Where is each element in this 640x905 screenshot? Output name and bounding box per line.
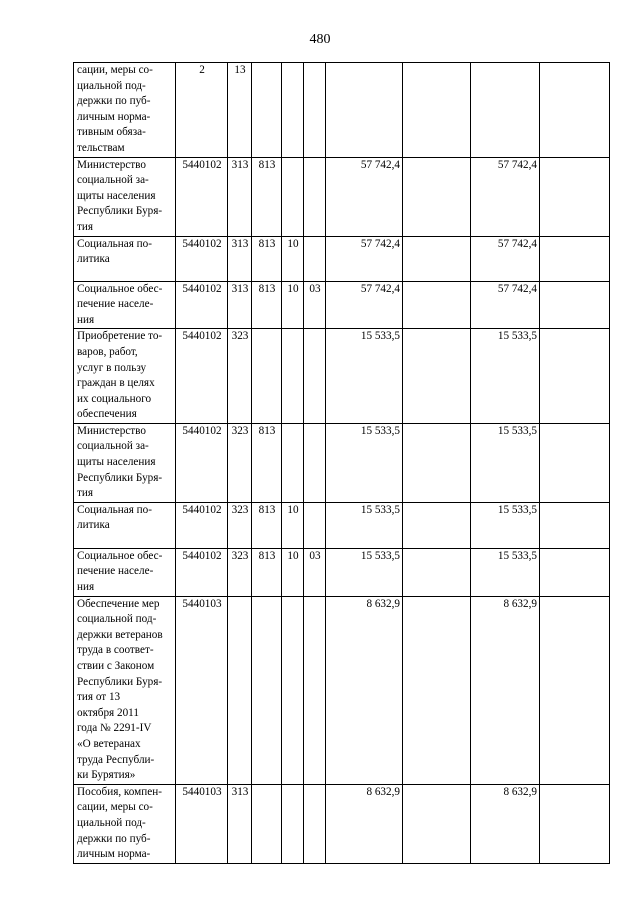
- row-code: 5440102: [176, 548, 228, 596]
- row-empty-cell: [403, 502, 471, 548]
- row-amount-2: 8 632,9: [471, 784, 540, 863]
- table-row: [74, 423, 610, 502]
- row-name: сации, меры со- циальной под- держки по пуб- личным норма- тивным обяза- тельствам: [74, 63, 176, 158]
- row-empty-cell: [403, 281, 471, 329]
- row-amount-2: 15 533,5: [471, 502, 540, 548]
- row-amount-2: [471, 63, 540, 158]
- row-code-part-d: [304, 329, 326, 424]
- row-code-part-d: [304, 784, 326, 863]
- row-name: Министерство социальной за- щиты населения Республики Буря- тия: [74, 423, 176, 502]
- row-code: 5440102: [176, 329, 228, 424]
- row-code-part-c: 10: [282, 548, 304, 596]
- budget-table: [73, 62, 610, 864]
- row-code-part-d: 03: [304, 548, 326, 596]
- row-amount-2: 8 632,9: [471, 596, 540, 784]
- row-code-part-a: 323: [228, 502, 252, 548]
- row-amount-1: 15 533,5: [326, 502, 403, 548]
- row-empty-cell: [540, 423, 610, 502]
- row-code-part-b: [252, 329, 282, 424]
- table-row: [74, 784, 610, 863]
- row-name: Обеспечение мер социальной под- держки ветеранов труда в соответ- ствии с Законом Республики Буря- тия от 13 октября 2011 года № 2291-IV «О ветеранах труда Республи- ки Бурятия»: [74, 596, 176, 784]
- row-empty-cell: [403, 63, 471, 158]
- row-code-part-a: 313: [228, 281, 252, 329]
- row-code-part-b: 813: [252, 236, 282, 281]
- row-code: 5440102: [176, 157, 228, 236]
- row-name: Социальное обес- печение населе- ния: [74, 281, 176, 329]
- row-name: Министерство социальной за- щиты населения Республики Буря- тия: [74, 157, 176, 236]
- row-code-part-d: [304, 63, 326, 158]
- row-amount-1: 57 742,4: [326, 236, 403, 281]
- row-code-part-b: 813: [252, 423, 282, 502]
- row-empty-cell: [403, 236, 471, 281]
- table-row: [74, 281, 610, 329]
- row-name: Приобретение то- варов, работ, услуг в пользу граждан в целях их социального обеспечения: [74, 329, 176, 424]
- row-code-part-c: 10: [282, 502, 304, 548]
- row-code: 5440103: [176, 596, 228, 784]
- row-amount-1: 8 632,9: [326, 596, 403, 784]
- row-empty-cell: [403, 784, 471, 863]
- row-code-part-b: 813: [252, 502, 282, 548]
- row-amount-1: 15 533,5: [326, 329, 403, 424]
- row-code-part-a: 13: [228, 63, 252, 158]
- row-code-part-a: 323: [228, 329, 252, 424]
- row-amount-2: 15 533,5: [471, 329, 540, 424]
- row-code-part-b: [252, 63, 282, 158]
- row-amount-2: 15 533,5: [471, 548, 540, 596]
- row-amount-1: [326, 63, 403, 158]
- table-row: [74, 157, 610, 236]
- row-empty-cell: [403, 423, 471, 502]
- row-empty-cell: [540, 63, 610, 158]
- row-empty-cell: [403, 548, 471, 596]
- row-code-part-a: 313: [228, 157, 252, 236]
- row-name: Социальное обес- печение населе- ния: [74, 548, 176, 596]
- row-code-part-d: [304, 236, 326, 281]
- row-amount-1: 8 632,9: [326, 784, 403, 863]
- row-code: 5440103: [176, 784, 228, 863]
- row-code-part-b: [252, 784, 282, 863]
- row-empty-cell: [540, 784, 610, 863]
- table-row: [74, 236, 610, 281]
- table-row: [74, 502, 610, 548]
- row-code-part-c: [282, 63, 304, 158]
- row-code-part-d: [304, 596, 326, 784]
- row-code-part-a: 313: [228, 784, 252, 863]
- row-code-part-d: [304, 157, 326, 236]
- row-empty-cell: [540, 157, 610, 236]
- row-amount-1: 15 533,5: [326, 423, 403, 502]
- row-code-part-a: [228, 596, 252, 784]
- row-code: 5440102: [176, 236, 228, 281]
- row-empty-cell: [403, 157, 471, 236]
- row-code-part-a: 313: [228, 236, 252, 281]
- row-code: 2: [176, 63, 228, 158]
- row-code-part-b: 813: [252, 281, 282, 329]
- row-amount-2: 57 742,4: [471, 281, 540, 329]
- row-empty-cell: [540, 596, 610, 784]
- row-code-part-d: [304, 423, 326, 502]
- table-row: [74, 596, 610, 784]
- row-amount-2: 57 742,4: [471, 236, 540, 281]
- row-name: Социальная по- литика: [74, 502, 176, 548]
- row-code: 5440102: [176, 281, 228, 329]
- row-code-part-c: 10: [282, 236, 304, 281]
- page-number: 480: [309, 32, 331, 47]
- row-empty-cell: [540, 236, 610, 281]
- row-amount-1: 15 533,5: [326, 548, 403, 596]
- row-code-part-c: 10: [282, 281, 304, 329]
- row-empty-cell: [403, 596, 471, 784]
- row-amount-2: 57 742,4: [471, 157, 540, 236]
- row-amount-1: 57 742,4: [326, 281, 403, 329]
- row-name: Социальная по- литика: [74, 236, 176, 281]
- row-amount-1: 57 742,4: [326, 157, 403, 236]
- row-empty-cell: [403, 329, 471, 424]
- table-row: [74, 63, 610, 158]
- row-empty-cell: [540, 329, 610, 424]
- row-amount-2: 15 533,5: [471, 423, 540, 502]
- row-code-part-c: [282, 423, 304, 502]
- row-code: 5440102: [176, 502, 228, 548]
- row-code-part-c: [282, 157, 304, 236]
- table-row: [74, 329, 610, 424]
- row-name: Пособия, компен- сации, меры со- циальной под- держки по пуб- личным норма-: [74, 784, 176, 863]
- row-code-part-c: [282, 784, 304, 863]
- row-empty-cell: [540, 548, 610, 596]
- row-empty-cell: [540, 281, 610, 329]
- row-code-part-a: 323: [228, 548, 252, 596]
- table-row: [74, 548, 610, 596]
- row-empty-cell: [540, 502, 610, 548]
- row-code-part-d: [304, 502, 326, 548]
- row-code-part-b: [252, 596, 282, 784]
- row-code-part-b: 813: [252, 157, 282, 236]
- row-code-part-b: 813: [252, 548, 282, 596]
- row-code: 5440102: [176, 423, 228, 502]
- row-code-part-c: [282, 596, 304, 784]
- row-code-part-d: 03: [304, 281, 326, 329]
- row-code-part-c: [282, 329, 304, 424]
- row-code-part-a: 323: [228, 423, 252, 502]
